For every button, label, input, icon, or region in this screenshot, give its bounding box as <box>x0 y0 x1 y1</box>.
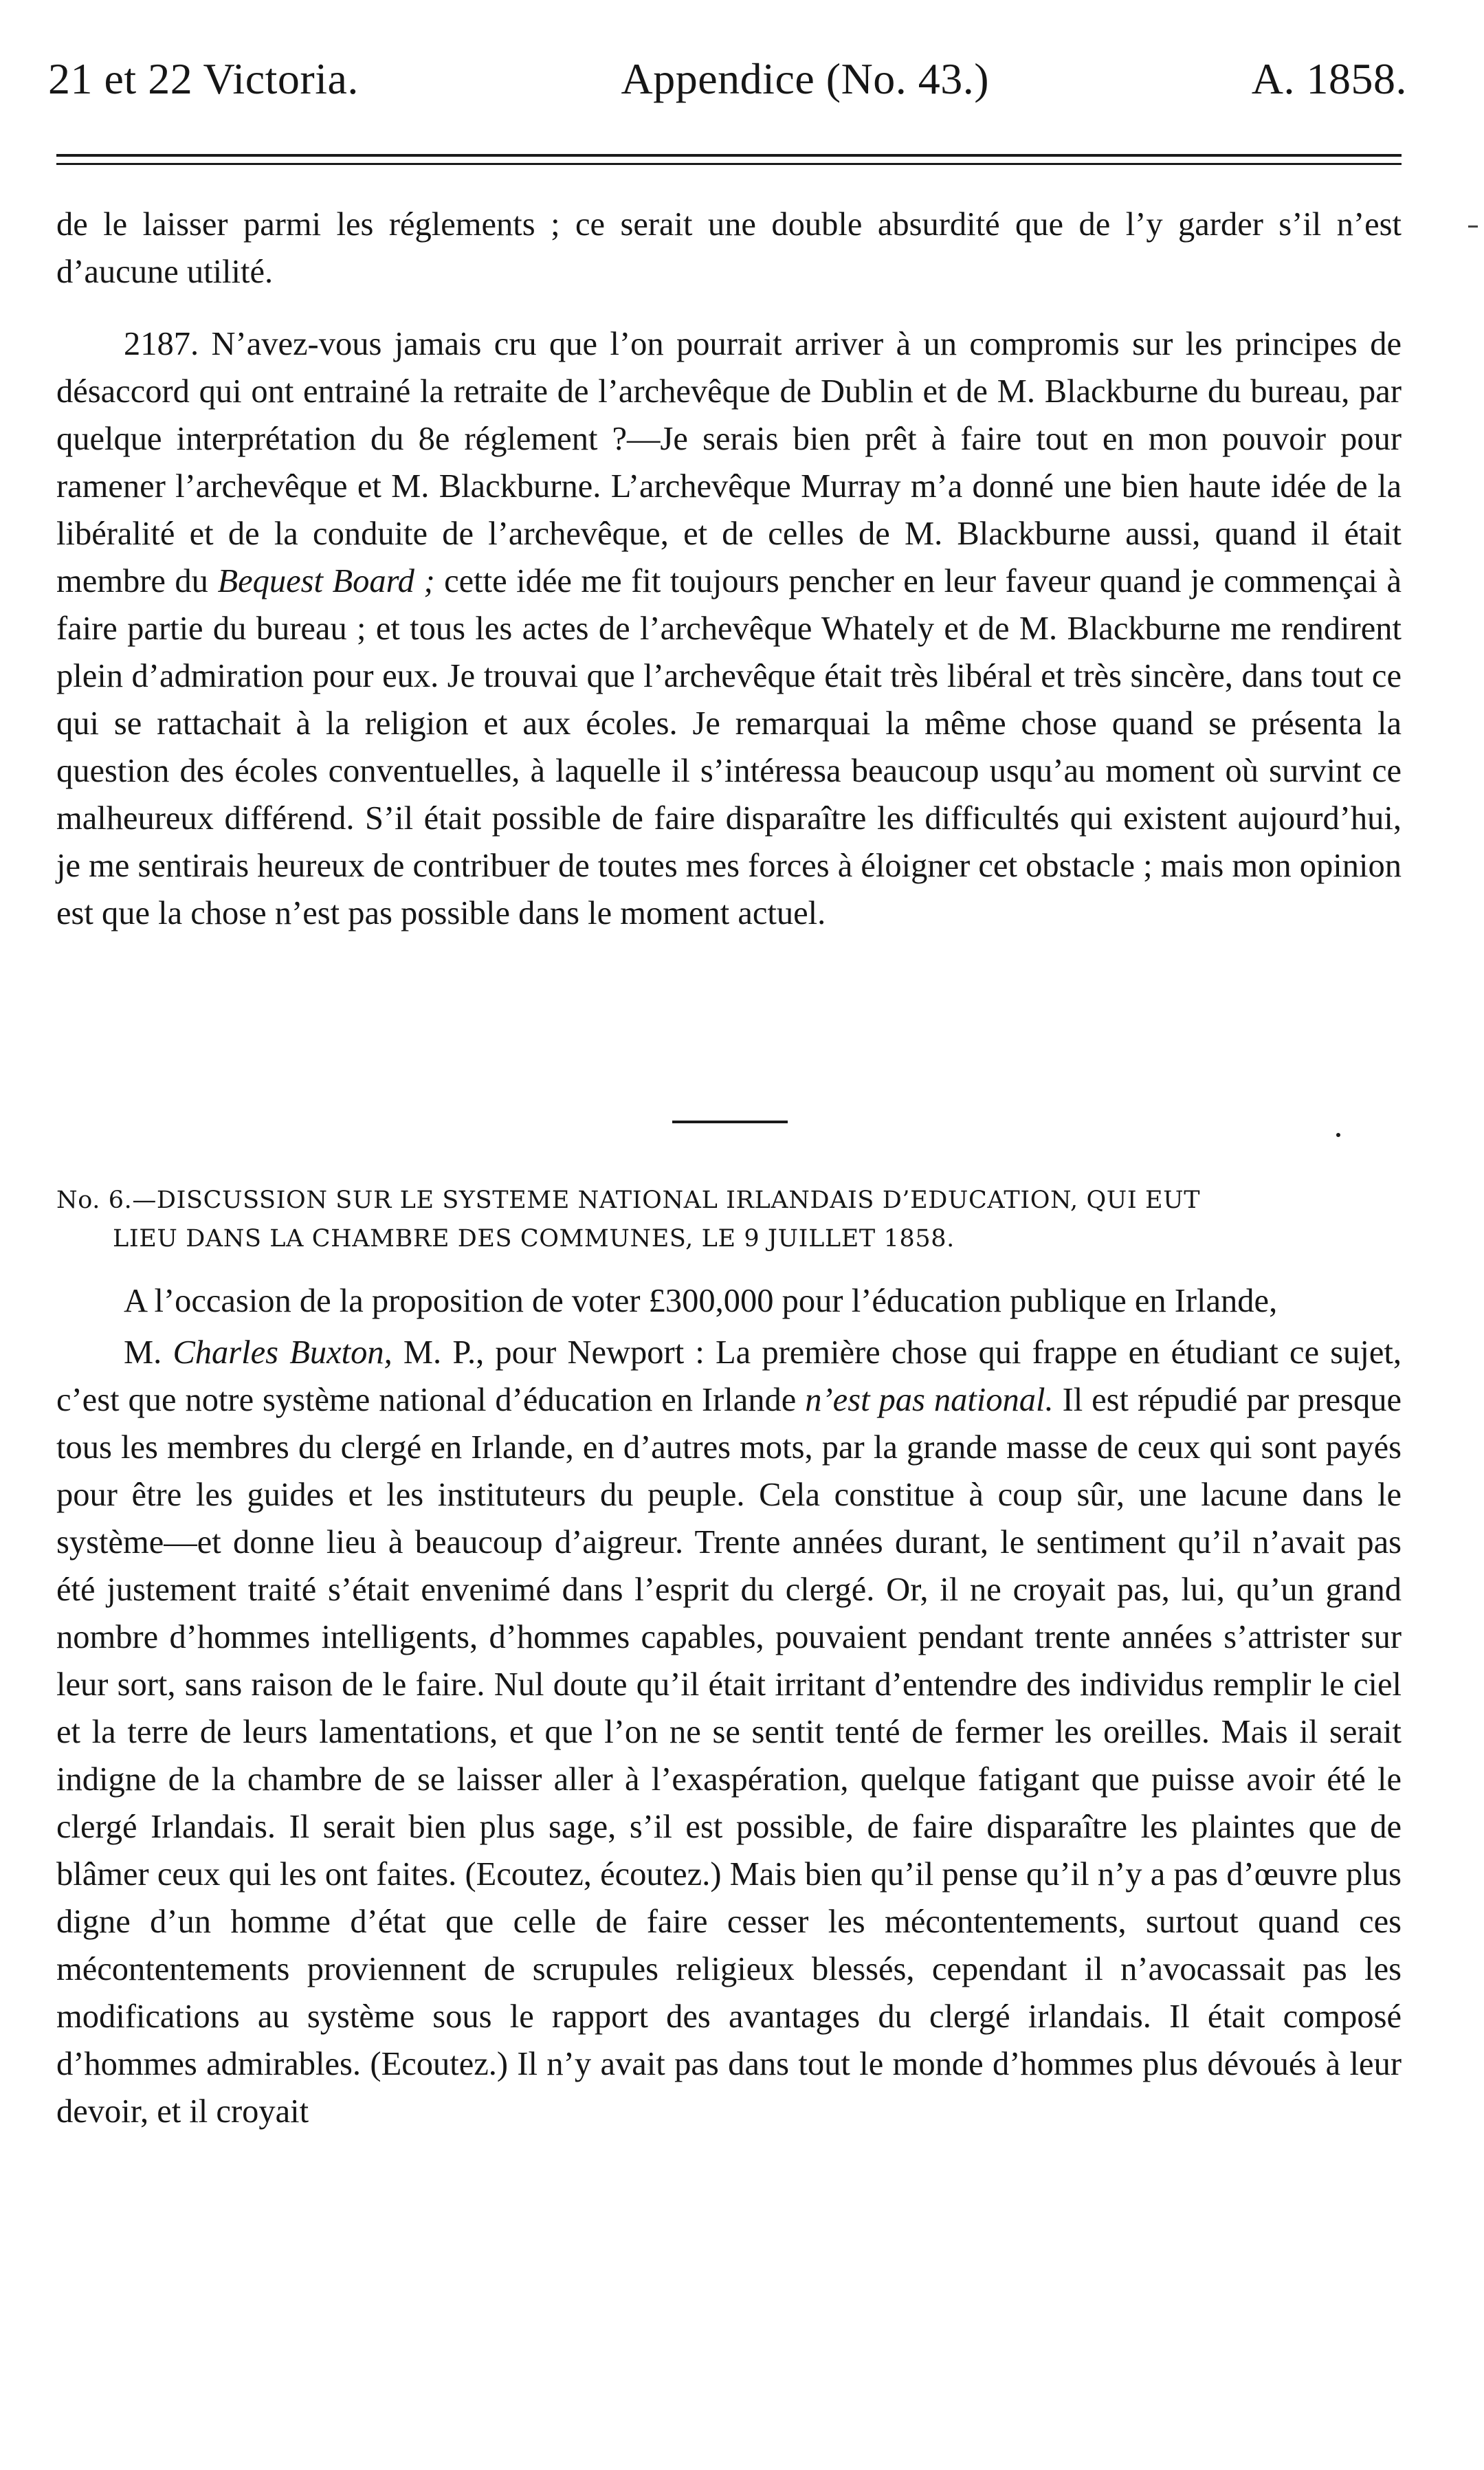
speech-prefix: M. <box>124 1334 173 1371</box>
question-number: 2187. <box>124 326 199 362</box>
question-2187-paragraph <box>56 320 1402 937</box>
intro-paragraph: A l’occasion de la proposition de voter £300,000 pour l’éducation publique en Irlande, <box>124 1283 1278 1319</box>
question-text-part2: cette idée me fit toujours pencher en leur faveur quand je commençai à faire partie du bureau ; et tous les actes de l’archevêque Whately et de M. Blackburne me rendirent plein d’admiration pour eux. Je trouvai que l’archevêque était très libéral et très sincère, dans tout ce qui se rattachait à la religion et aux écoles. Je remarquai la même chose quand se présenta la question des écoles conventuelles, à laquelle il s’intéressa beaucoup usqu’au moment où survint ce malheureux différend. S’il était possible de faire disparaître les difficultés qui existent aujourd’hui, je me sentirais heureux de contribuer de toutes mes forces à éloigner cet obstacle ; mais mon opinion est que la chose n’est pas possible dans le moment actuel. <box>56 563 1402 931</box>
header-year: A. 1858. <box>1251 54 1407 103</box>
running-header <box>48 54 1407 129</box>
speaker-affiliation: M. P., pour Newport : La première chose qui frappe en étudiant ce sujet, c’est que notre système national d’éducation en Irlande <box>56 1334 1402 1418</box>
margin-mark <box>1468 225 1478 228</box>
header-appendix: Appendice (No. 43.) <box>621 54 990 103</box>
question-text-part1: N’avez-vous jamais cru que l’on pourrait arriver à un compromis sur les principes de désaccord qui ont entrainé la retraite de l’archevêque de Dublin et de M. Blackburne du bureau, par quelque interprétation du 8e réglement ?—Je serais bien prêt à faire tout en mon pouvoir pour ramener l’archevêque et M. Blackburne. L’archevêque Murray m’a donné une bien haute idée de la libéralité et de la conduite de l’archevêque, et de celles de M. Blackburne aussi, quand il était membre du <box>56 326 1402 599</box>
speech-body: Il est répudié par presque tous les membres du clergé en Irlande, en d’autres mots, par la grande masse de ceux qui sont payés pour être les guides et les instituteurs du peuple. Cela constitue à coup sûr, une lacune dans le système—et donne lieu à beaucoup d’aigreur. Trente années durant, le sentiment qu’il n’avait pas été justement traité s’était envenimé dans l’esprit du clergé. Or, il ne croyait pas, lui, qu’un grand nombre d’hommes intelligents, d’hommes capables, pouvaient pendant trente années s’attrister sur leur sort, sans raison de le faire. Nul doute qu’il était irritant d’entendre des individus remplir le ciel et la terre de leurs lamentations, et que l’on ne se sentit tenté de fermer les oreilles. Mais il serait indigne de la chambre de se laisser aller à l’exaspération, quelque fatigant que puisse avoir été le clergé Irlandais. Il serait bien plus sage, s’il est possible, de faire disparaître les plaintes que de blâmer ceux qui les ont faites. (Ecoutez, écoutez.) Mais bien qu’il pense qu’il n’y a pas d’œuvre plus digne d’un homme d’état que celle de faire cesser les mécontentements, surtout quand ces mécontentements proviennent de scrupules religieux blessés, cependant il n’avocassait pas les modifications au système sous le rapport des avantages du clergé irlandais. Il était composé d’hommes admirables. (Ecoutez.) Il n’y avait pas dans tout le monde d’hommes plus dévoués à leur devoir, et il croyait <box>56 1382 1402 2130</box>
header-session: 21 et 22 Victoria. <box>48 54 359 103</box>
section-heading <box>56 1181 1402 1258</box>
speaker-name: Charles Buxton, <box>173 1334 392 1371</box>
stray-dot <box>1336 1133 1340 1137</box>
section-heading-line1: No. 6.—DISCUSSION SUR LE SYSTEME NATIONAL IRLANDAIS D’EDUCATION, QUI EUT <box>56 1187 1201 1214</box>
emphasis-not-national: n’est pas national. <box>805 1382 1054 1418</box>
header-double-rule <box>56 154 1402 165</box>
top-text-block <box>56 201 1402 937</box>
bequest-board-term: Bequest Board ; <box>217 563 435 599</box>
section-separator-rule <box>672 1121 788 1123</box>
speech-paragraph <box>56 1329 1402 2135</box>
section-heading-line2: LIEU DANS LA CHAMBRE DES COMMUNES, LE 9 JUILLET 1858. <box>113 1225 955 1253</box>
continued-paragraph: de le laisser parmi les réglements ; ce serait une double absurdité que de l’y garder s’il n’est d’aucune utilité. <box>56 206 1402 290</box>
debate-text-block <box>56 1277 1402 2135</box>
